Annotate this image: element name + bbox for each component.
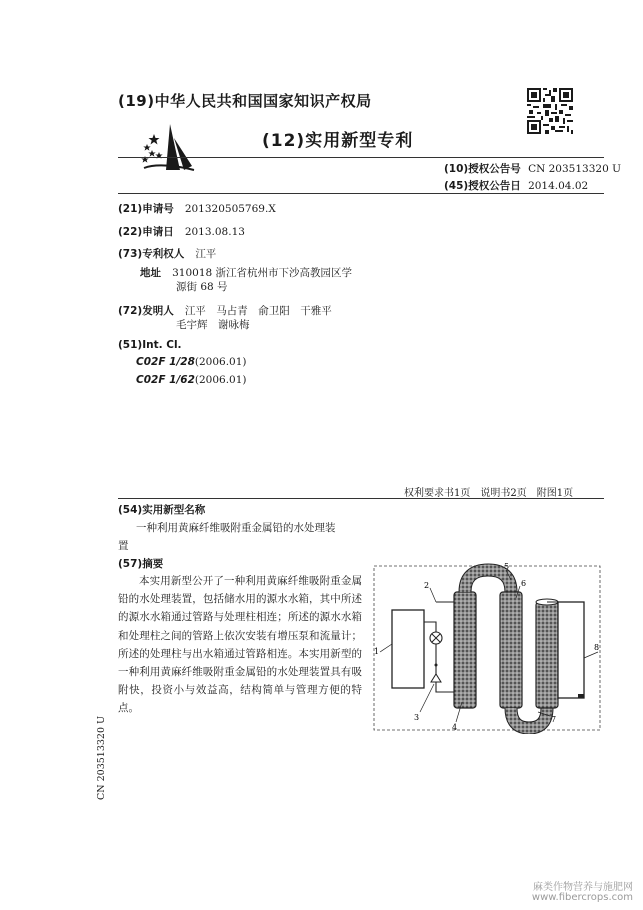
pub-no-row	[444, 161, 621, 176]
outlet-tank	[558, 602, 584, 698]
section-rule	[118, 498, 604, 499]
inventors-line2: 毛宇辉 谢咏梅	[176, 319, 250, 331]
figure-label: 8	[594, 643, 600, 652]
title-label: (54)实用新型名称	[118, 504, 206, 516]
ipc-entry	[136, 374, 247, 386]
address-row	[140, 261, 352, 280]
treatment-column-middle	[500, 592, 522, 708]
qr-code-icon	[527, 88, 573, 134]
office-name: (19)中华人民共和国国家知识产权局	[118, 92, 372, 110]
filing-label: (22)申请日	[118, 226, 174, 238]
utility-title-line1: 一种利用黄麻纤维吸附重金属铅的水处理装	[136, 522, 336, 534]
booster-pump	[431, 674, 441, 682]
figure-label: 1	[374, 647, 380, 656]
filing-date: 2013.08.13	[184, 226, 245, 238]
abstract-text: 本实用新型公开了一种利用黄麻纤维吸附重金属铅的水处理装置，包括储水用的源水水箱，其中所述的源水水箱通过管路与处理柱相连；所述的源水水箱和处理柱之间的管路上依次安装有增压泵和流量计；所述的处理柱与出水箱通过管路相连。本实用新型的一种利用黄麻纤维吸附重金属铅的水处理装置具有吸附快，投资小与效益高，结构简单与管理方便的特点。	[118, 575, 362, 715]
figure-label: 7	[551, 715, 557, 724]
app-no-row	[118, 197, 276, 216]
grant-date-label: (45)授权公告日	[444, 180, 521, 192]
patentee: 江平	[195, 248, 217, 260]
patentee-label: (73)专利权人	[118, 248, 185, 260]
source-tank	[392, 610, 424, 688]
watermark-line2: www.fibercrops.com	[531, 892, 633, 903]
inventor-label: (72)发明人	[118, 305, 174, 317]
document-type: (12)实用新型专利	[262, 131, 414, 151]
pub-no: CN 203513320 U	[528, 163, 621, 175]
ipc-label: (51)Int. Cl.	[118, 339, 182, 351]
treatment-column-left	[454, 592, 476, 708]
side-publication-number: CN 203513320 U	[96, 715, 107, 800]
sipo-emblem-icon	[140, 122, 196, 174]
abstract-label: (57)摘要	[118, 558, 164, 570]
address-line1: 310018 浙江省杭州市下沙高教园区学	[172, 267, 353, 279]
inventors-line1: 江平 马占青 俞卫阳 干雅平	[184, 305, 332, 317]
grant-date: 2014.04.02	[528, 180, 589, 192]
figure-label: 5	[504, 562, 510, 571]
pub-no-label: (10)授权公告号	[444, 163, 521, 175]
utility-title-line2: 置	[118, 540, 129, 552]
treatment-column-right	[536, 602, 558, 708]
ipc-entry	[136, 356, 247, 368]
figure-label: 6	[521, 579, 527, 588]
figure-label: 2	[424, 581, 430, 590]
filing-row	[118, 220, 245, 239]
ipc-version: (2006.01)	[194, 374, 247, 386]
grant-date-row	[444, 178, 588, 193]
ipc-version: (2006.01)	[194, 356, 247, 368]
device-diagram	[370, 562, 604, 734]
page-counts: 权利要求书1页 说明书2页 附图1页	[404, 488, 574, 499]
app-no-label: (21)申请号	[118, 203, 174, 215]
address-line2: 源街 68 号	[176, 281, 228, 293]
ipc-code: C02F 1/62	[136, 374, 195, 386]
figure-label: 4	[452, 723, 458, 732]
watermark-line1: 麻类作物营养与施肥网	[533, 882, 633, 893]
inventor-row	[118, 299, 332, 318]
figure-label: 3	[414, 713, 420, 722]
patentee-row	[118, 242, 216, 261]
address-label: 地址	[140, 267, 161, 279]
app-no: 201320505769.X	[184, 203, 276, 215]
ipc-code: C02F 1/28	[136, 356, 195, 368]
biblio-rule	[118, 193, 604, 194]
header-rule	[118, 157, 604, 158]
